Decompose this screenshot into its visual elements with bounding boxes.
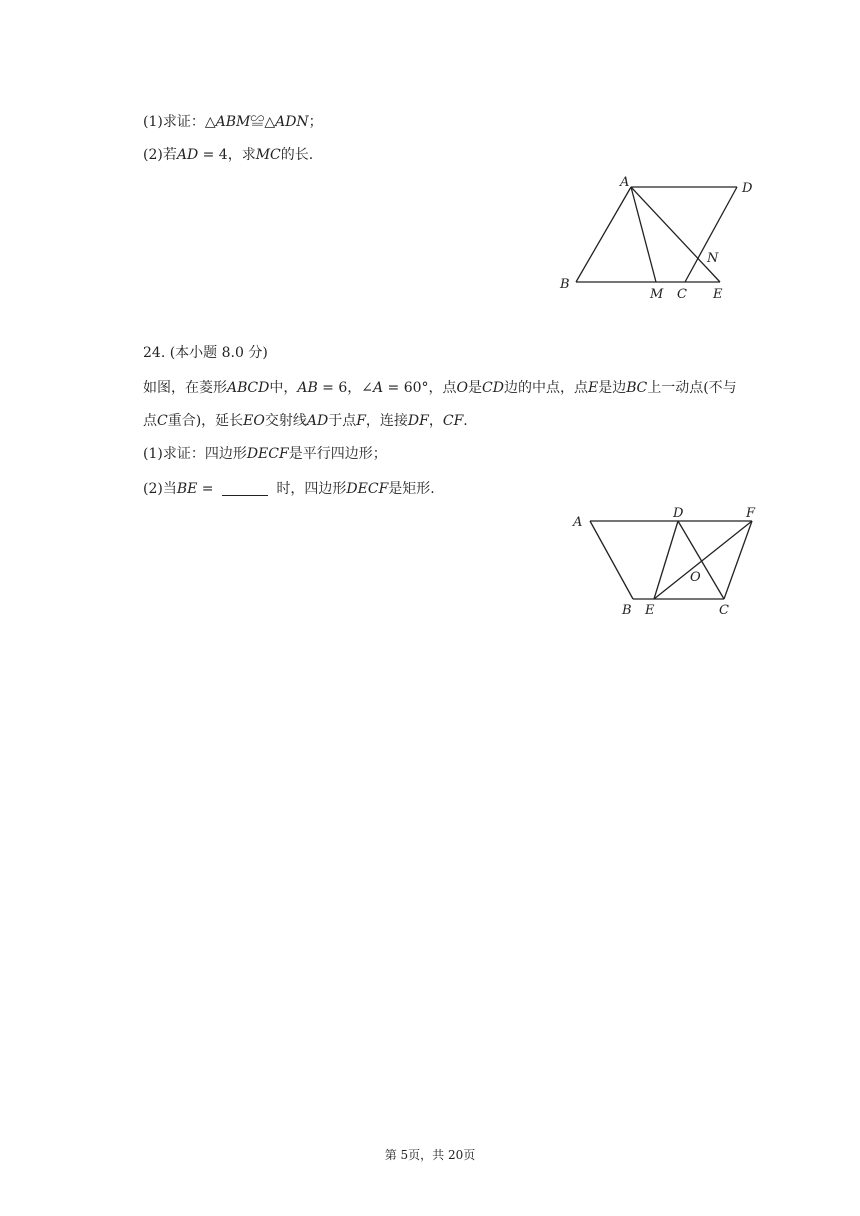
label-E: E (713, 287, 723, 302)
label-A: A (573, 515, 583, 530)
page-footer: 第 5页，共 20页 (384, 1148, 476, 1162)
problem24-part1: (1)求证：四边形𝐷𝐸𝐶𝐹是平行四边形； (143, 446, 387, 462)
problem24-header: 24. (本小题 8.0 分) (143, 345, 268, 361)
label-B: B (560, 277, 570, 292)
label-C: C (719, 603, 729, 618)
label-B: B (622, 603, 632, 618)
problem23-figure (550, 170, 770, 305)
problem23-figure-lines (576, 187, 737, 282)
label-N: N (707, 251, 719, 266)
label-E: E (645, 603, 655, 618)
label-D: D (673, 506, 684, 521)
label-D: D (742, 181, 753, 196)
problem24-part2-suffix: 时，四边形𝐷𝐸𝐶𝐹是矩形. (276, 481, 435, 497)
label-F: F (746, 506, 756, 521)
problem24-stem-line1: 如图，在菱形𝐴𝐵𝐶𝐷中，𝐴𝐵 = 6，∠𝐴 = 60°，点𝑂是𝐶𝐷边的中点，点𝐸是边𝐵𝐶上一动点(不与 (143, 380, 737, 396)
problem24-part2-prefix: (2)当𝐵𝐸 = (143, 481, 214, 497)
label-A: A (620, 175, 630, 190)
problem24-figure (565, 505, 765, 625)
problem24-stem-line2: 点𝐶重合)，延长𝐸𝑂交射线𝐴𝐷于点𝐹，连接𝐷𝐹，𝐶𝐹. (143, 413, 468, 429)
answer-blank (222, 481, 268, 496)
problem24-figure-lines (590, 521, 752, 599)
label-O: O (690, 570, 701, 585)
label-C: C (677, 287, 687, 302)
problem23-part2: (2)若𝐴𝐷 = 4，求𝑀𝐶的长. (143, 147, 314, 163)
label-M: M (650, 287, 664, 302)
problem23-part1: (1)求证：△𝐴𝐵𝑀≌△𝐴𝐷𝑁； (143, 114, 323, 130)
problem24-part2 (143, 479, 435, 499)
